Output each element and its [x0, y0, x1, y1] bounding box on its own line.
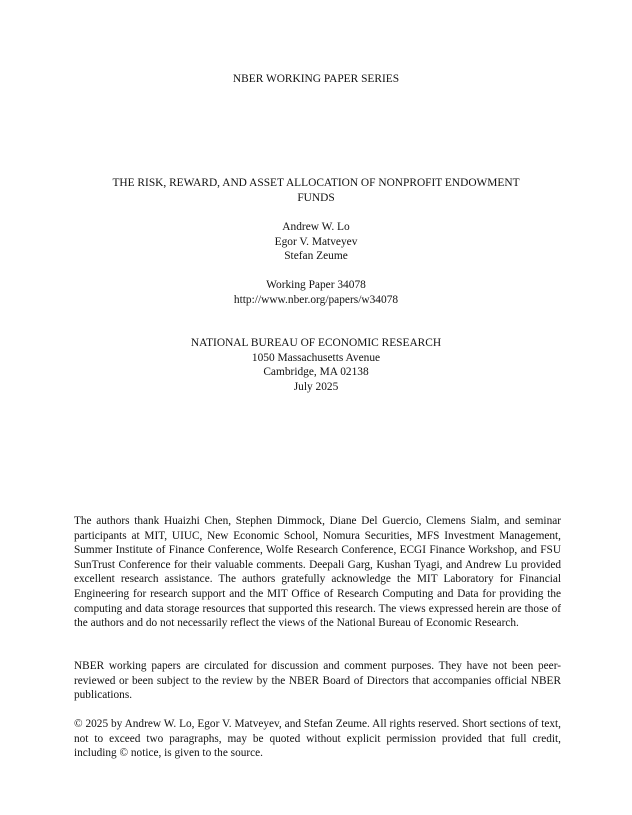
author-list	[0, 220, 632, 264]
working-paper-url[interactable]: http://www.nber.org/papers/w34078	[233, 293, 399, 306]
copyright-paragraph: © 2025 by Andrew W. Lo, Egor V. Matveyev, and Stefan Zeume. All rights reserved. Short sections of text, not to exceed two paragraphs, may be quoted without explicit permission provided that full credit, including © notice, is given to the source.	[74, 718, 561, 760]
working-paper-number: Working Paper 34078	[266, 279, 366, 291]
series-label: NBER WORKING PAPER SERIES	[232, 73, 400, 85]
paper-title-line-1: THE RISK, REWARD, AND ASSET ALLOCATION OF NONPROFIT ENDOWMENT	[112, 177, 520, 189]
author-name: Egor V. Matveyev	[274, 235, 358, 248]
paper-title-line-2: FUNDS	[297, 191, 335, 204]
institution-street: 1050 Massachusetts Avenue	[251, 351, 381, 364]
series-heading	[0, 72, 632, 87]
paper-title	[60, 176, 572, 205]
working-paper-info	[0, 278, 632, 307]
institution-address	[0, 336, 632, 394]
publication-date: July 2025	[293, 380, 339, 393]
institution-name: NATIONAL BUREAU OF ECONOMIC RESEARCH	[190, 337, 442, 349]
acknowledgments-paragraph: The authors thank Huaizhi Chen, Stephen Dimmock, Diane Del Guercio, Clemens Sialm, and seminar participants at MIT, UIUC, New Economic School, Nomura Securities, MFS Investment Management, Summer Institute of Finance Conference, Wolfe Research Conference, ECGI Finance Workshop, and FSU SunTrust Conference for their valuable comments. Deepali Garg, Kushan Tyagi, and Andrew Lu provided excellent research assistance. The authors gratefully acknowledge the MIT Laboratory for Financial Engineering for research support and the MIT Office of Research Computing and Data for providing the computing and data storage resources that supported this research. The views expressed herein are those of the authors and do not necessarily reflect the views of the National Bureau of Economic Research.	[74, 515, 561, 630]
author-name: Stefan Zeume	[284, 250, 348, 263]
institution-city: Cambridge, MA 02138	[263, 366, 369, 379]
author-name: Andrew W. Lo	[282, 221, 350, 233]
disclaimer-paragraph: NBER working papers are circulated for discussion and comment purposes. They have not been peer-reviewed or been subject to the review by the NBER Board of Directors that accompanies official NBER publications.	[74, 660, 561, 702]
